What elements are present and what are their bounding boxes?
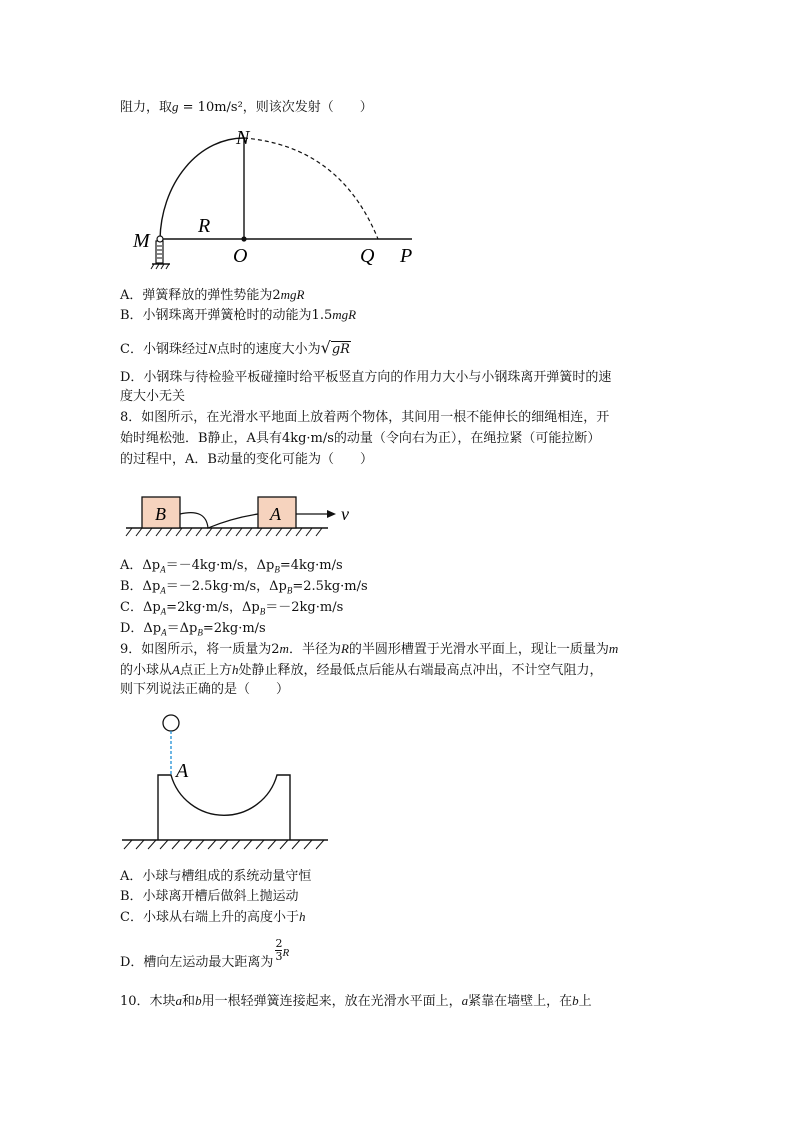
q8-label-b: B bbox=[155, 504, 166, 524]
q7-label-m: M bbox=[133, 230, 150, 252]
q9-stem-line2: 的小球从A点正上方h处静止释放，经最低点后能从右端最高点冲出，不计空气阻力， bbox=[120, 662, 603, 678]
q8-option-b: B．$\Delta p_A=-2.5kg\cdot m/s$，$\Delta p_B=2.5kg\cdot m/s$ bbox=[120, 579, 368, 596]
q9-label-a: A bbox=[176, 760, 189, 782]
q7-ball bbox=[157, 236, 163, 242]
q8-stem-line1: 8．如图所示，在光滑水平地面上放着两个物体，其间用一根不能伸长的细绳相连，开 bbox=[120, 410, 610, 425]
q9-stem-line3: 则下列说法正确的是（ ） bbox=[120, 682, 290, 697]
q7-figure bbox=[130, 118, 430, 273]
q7-option-a: A．弹簧释放的弹性势能为2mgR bbox=[120, 287, 305, 303]
q9-trough bbox=[158, 775, 290, 840]
q7-intro-text: 阻力，取 bbox=[120, 100, 173, 115]
q7-option-d-line2: 度大小无关 bbox=[120, 389, 186, 404]
q7-g-value: = 10m/s²，则该次发射（ ） bbox=[178, 100, 373, 115]
q8-rope bbox=[180, 513, 258, 528]
q7-label-p: P bbox=[400, 245, 413, 267]
q9-option-a: A．小球与槽组成的系统动量守恒 bbox=[120, 869, 312, 884]
q9-ball bbox=[163, 715, 179, 731]
q8-stem-line3: 的过程中，A．B动量的变化可能为（ ） bbox=[120, 452, 373, 467]
q7-option-b: B．小钢珠离开弹簧枪时的动能为1.5mgR bbox=[120, 307, 357, 323]
q9-stem-line1: 9．如图所示，将一质量为2m．半径为R的半圆形槽置于光滑水平面上，现让一质量为m bbox=[120, 641, 619, 657]
q8-option-a: A．$\Delta p_A=-4kg\cdot m/s$，$\Delta p_B=4kg\cdot m/s$ bbox=[120, 558, 343, 575]
q9-figure bbox=[120, 706, 330, 856]
q9-option-b: B．小球离开槽后做斜上抛运动 bbox=[120, 889, 299, 904]
q10-stem-line1: 10．木块a和b用一根轻弹簧连接起来，放在光滑水平面上，a紧靠在墙壁上，在b上 bbox=[120, 993, 592, 1009]
q7-g-symbol: g bbox=[172, 99, 179, 114]
q7-label-q: Q bbox=[360, 245, 375, 267]
q8-option-c: C．$\Delta p_A=2kg\cdot m/s$，$\Delta p_B=-2kg\cdot m/s$ bbox=[120, 600, 344, 617]
q7-label-o: O bbox=[233, 245, 248, 267]
q8-label-v: v bbox=[341, 504, 349, 524]
q7-center-dot bbox=[241, 236, 246, 241]
q7-option-d-line1: D．小钢珠与待检验平板碰撞时给平板竖直方向的作用力大小与小钢珠离开弹簧时的速 bbox=[120, 370, 612, 385]
q7-label-n: N bbox=[236, 127, 250, 149]
q8-figure bbox=[122, 490, 372, 545]
q8-label-a: A bbox=[270, 504, 281, 524]
q7-option-c: C．小钢珠经过N点时的速度大小为√gR bbox=[120, 338, 350, 357]
q8-stem-line2: 始时绳松弛．B静止，A具有4kg·m/s的动量（令向右为正），在绳拉紧（可能拉断） bbox=[120, 431, 601, 446]
q9-option-c: C．小球从右端上升的高度小于h bbox=[120, 909, 306, 925]
q7-label-r: R bbox=[198, 215, 211, 237]
q7-spring-gun bbox=[156, 241, 163, 263]
q8-option-d: D．$\Delta p_A=\Delta p_B=2kg\cdot m/s$ bbox=[120, 621, 266, 638]
q9-fraction: $\frac{2}{3}$ bbox=[275, 937, 283, 963]
q7-trajectory bbox=[244, 138, 378, 239]
q9-option-d: D．槽向左运动最大距离为 $\frac{2}{3}$ $^R$ bbox=[120, 937, 290, 970]
q7-intro-line bbox=[120, 98, 373, 116]
